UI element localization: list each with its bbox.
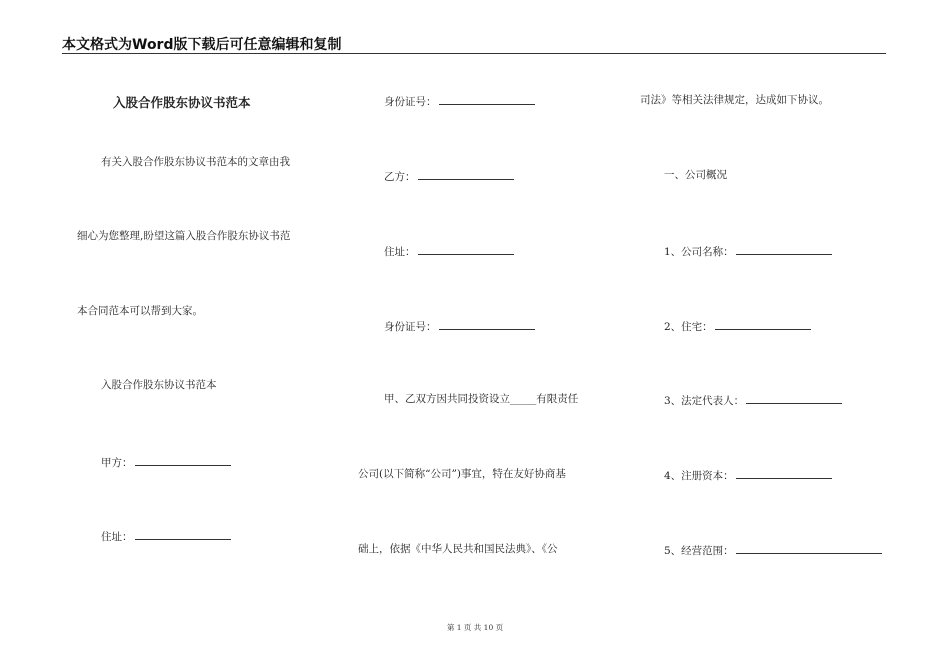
business-scope-line [664,542,882,558]
para-line-4: 司法》等相关法律规定，达成如下协议。 [640,94,829,106]
address-b-line [384,243,514,259]
business-scope-blank [736,542,882,554]
document-header: 本文格式为Word版下载后可任意编辑和复制 [62,37,342,53]
company-name-line [664,243,832,259]
subtitle: 入股合作股东协议书范本 [101,379,217,391]
intro-line-1: 有关入股合作股东协议书范本的文章由我 [101,156,290,168]
id-b-line [384,318,535,334]
party-a-label: 甲方： [101,457,133,469]
legal-rep-label: 3、法定代表人： [664,395,745,407]
page-number: 第 1 页 共 10 页 [446,623,504,632]
address-b-blank [418,243,514,255]
section-heading: 一、公司概况 [664,169,727,181]
address-a-blank [135,528,231,540]
residence-blank [715,318,811,330]
legal-rep-blank [746,392,842,404]
party-a-line [101,454,231,470]
intro-line-2: 细心为您整理,盼望这篇入股合作股东协议书范 [77,230,291,242]
business-scope-label: 5、经营范围： [664,545,734,557]
party-b-line [384,168,514,184]
id-b-label: 身份证号： [384,321,437,333]
company-name-label: 1、公司名称： [664,246,734,258]
address-b-label: 住址： [384,246,416,258]
para-line-3: 础上，依据《中华人民共和国民法典》、《公 [358,543,558,555]
intro-line-3: 本合同范本可以帮到大家。 [77,305,203,317]
residence-label: 2、住宅： [664,321,713,333]
address-a-label: 住址： [101,531,133,543]
para-line-1: 甲、乙双方因共同投资设立_____有限责任 [384,393,579,405]
id-a-blank [439,93,535,105]
company-name-blank [736,243,832,255]
id-b-blank [439,318,535,330]
capital-line [664,467,832,483]
id-a-label: 身份证号： [384,96,437,108]
party-b-label: 乙方： [384,171,416,183]
party-a-blank [135,454,231,466]
header-divider [62,53,886,54]
address-a-line [101,528,231,544]
id-a-line [384,93,535,109]
para-line-2: 公司(以下简称“公司”)事宜，特在友好协商基 [358,468,566,480]
capital-blank [736,467,832,479]
party-b-blank [418,168,514,180]
document-title: 入股合作股东协议书范本 [113,95,251,110]
residence-line [664,318,811,334]
capital-label: 4、注册资本： [664,470,734,482]
legal-rep-line [664,392,842,408]
